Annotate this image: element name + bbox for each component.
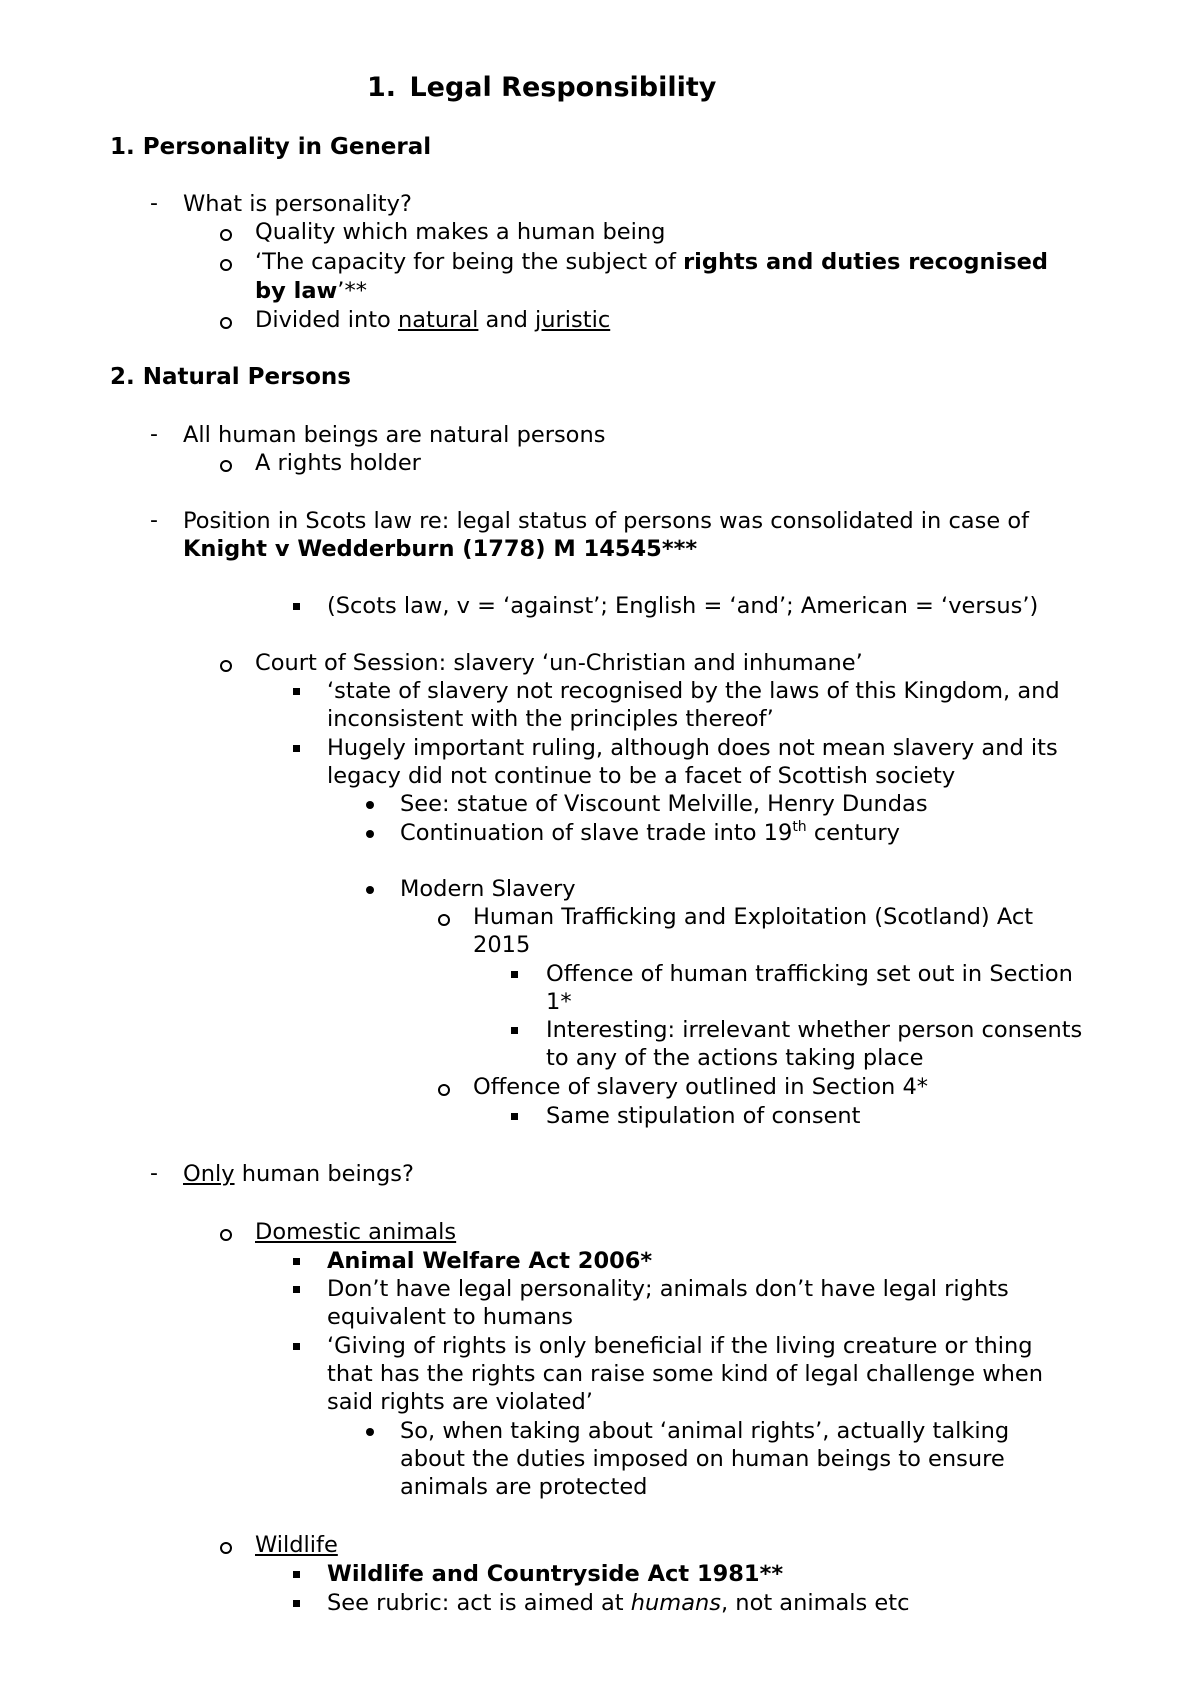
list-item-continued — [255, 277, 367, 305]
italic-span: humans — [630, 1590, 721, 1616]
page-title — [367, 74, 716, 102]
text-span: See rubric: act is aimed at — [327, 1590, 631, 1616]
section-1-heading: 1. Personality in General — [110, 134, 432, 160]
list-item: Human Trafficking and Exploitation (Scotland) Act — [473, 904, 1034, 930]
square-bullet-icon — [293, 1600, 300, 1607]
list-item: All human beings are natural persons — [183, 422, 606, 448]
square-bullet-icon — [293, 745, 300, 752]
list-item: Quality which makes a human being — [255, 219, 666, 245]
list-item-continued: said rights are violated’ — [327, 1389, 593, 1415]
list-item — [400, 819, 900, 847]
list-item: Wildlife and Countryside Act 1981** — [327, 1561, 784, 1587]
circle-bullet-icon — [220, 1229, 232, 1241]
circle-bullet-icon — [220, 460, 232, 472]
circle-bullet-icon — [438, 914, 450, 926]
square-bullet-icon — [293, 688, 300, 695]
square-bullet-icon — [293, 1571, 300, 1578]
list-item-continued: about the duties imposed on human beings to ensure — [400, 1446, 1005, 1472]
square-bullet-icon — [293, 1286, 300, 1293]
list-item-continued: 1* — [546, 989, 572, 1015]
square-bullet-icon — [293, 603, 300, 610]
bold-span: by law — [255, 278, 338, 304]
list-item: Hugely important ruling, although does not mean slavery and its — [327, 735, 1058, 761]
dot-bullet-icon — [366, 1428, 374, 1436]
underlined-span: natural — [397, 307, 479, 333]
circle-bullet-icon — [220, 259, 232, 271]
list-item — [183, 1160, 414, 1188]
text-span: century — [806, 820, 900, 846]
list-item-continued: 2015 — [473, 932, 531, 958]
circle-bullet-icon — [220, 1542, 232, 1554]
circle-bullet-icon — [220, 660, 232, 672]
square-bullet-icon — [511, 1113, 518, 1120]
text-span: and — [478, 307, 536, 333]
text-span: human beings? — [234, 1161, 414, 1187]
list-item: ‘state of slavery not recognised by the laws of this Kingdom, and — [327, 678, 1060, 704]
list-item: Court of Session: slavery ‘un-Christian and inhumane’ — [255, 650, 863, 676]
question-what-is-personality: What is personality? — [183, 191, 412, 217]
list-item: Interesting: irrelevant whether person consents — [546, 1017, 1083, 1043]
underlined-span: Only — [183, 1161, 235, 1187]
list-item: ‘Giving of rights is only beneficial if the living creature or thing — [327, 1333, 1033, 1359]
list-item: A rights holder — [255, 450, 421, 476]
subheading-wildlife: Wildlife — [255, 1532, 338, 1558]
dot-bullet-icon — [366, 886, 374, 894]
bold-span: rights and duties recognised — [683, 249, 1048, 275]
list-item-continued: animals are protected — [400, 1474, 648, 1500]
list-item: See: statue of Viscount Melville, Henry Dundas — [400, 791, 928, 817]
text-span: , not animals etc — [721, 1590, 910, 1616]
list-item-continued: inconsistent with the principles thereof’ — [327, 706, 774, 732]
dash-bullet-icon: - — [150, 1161, 158, 1186]
circle-bullet-icon — [438, 1084, 450, 1096]
superscript: th — [792, 819, 807, 835]
text-span: Divided into — [255, 307, 398, 333]
subheading-domestic-animals: Domestic animals — [255, 1219, 457, 1245]
list-item: Animal Welfare Act 2006* — [327, 1248, 653, 1274]
text-span: Continuation of slave trade into 19 — [400, 820, 793, 846]
list-item — [255, 306, 610, 334]
list-item: Position in Scots law re: legal status of persons was consolidated in case of — [183, 508, 1030, 534]
text-span: ‘The capacity for being the subject of — [255, 249, 684, 275]
square-bullet-icon — [293, 1258, 300, 1265]
square-bullet-icon — [511, 971, 518, 978]
list-item: Modern Slavery — [400, 876, 576, 902]
circle-bullet-icon — [220, 317, 232, 329]
case-citation: Knight v Wedderburn (1778) M 14545*** — [183, 536, 698, 562]
list-item: Offence of human trafficking set out in Section — [546, 961, 1073, 987]
title-number: 1. — [367, 72, 397, 103]
square-bullet-icon — [511, 1027, 518, 1034]
underlined-span: juristic — [535, 307, 611, 333]
dash-bullet-icon: - — [150, 422, 158, 447]
dash-bullet-icon: - — [150, 508, 158, 533]
section-2-heading: 2. Natural Persons — [110, 364, 351, 390]
list-item: Offence of slavery outlined in Section 4* — [473, 1074, 929, 1100]
list-item-continued: that has the rights can raise some kind of legal challenge when — [327, 1361, 1044, 1387]
dot-bullet-icon — [366, 801, 374, 809]
list-item-continued: legacy did not continue to be a facet of Scottish society — [327, 763, 956, 789]
square-bullet-icon — [293, 1343, 300, 1350]
text-span: ’** — [337, 278, 367, 304]
dash-bullet-icon: - — [150, 191, 158, 216]
circle-bullet-icon — [220, 229, 232, 241]
list-item: (Scots law, v = ‘against’; English = ‘and’; American = ‘versus’) — [327, 593, 1039, 619]
dot-bullet-icon — [366, 830, 374, 838]
list-item — [327, 1589, 909, 1617]
list-item: Same stipulation of consent — [546, 1103, 861, 1129]
list-item: So, when taking about ‘animal rights’, actually talking — [400, 1418, 1010, 1444]
list-item-continued: equivalent to humans — [327, 1304, 574, 1330]
title-text: Legal Responsibility — [409, 72, 717, 103]
list-item-continued: to any of the actions taking place — [546, 1045, 924, 1071]
list-item — [255, 248, 1048, 276]
list-item: Don’t have legal personality; animals don’t have legal rights — [327, 1276, 1009, 1302]
